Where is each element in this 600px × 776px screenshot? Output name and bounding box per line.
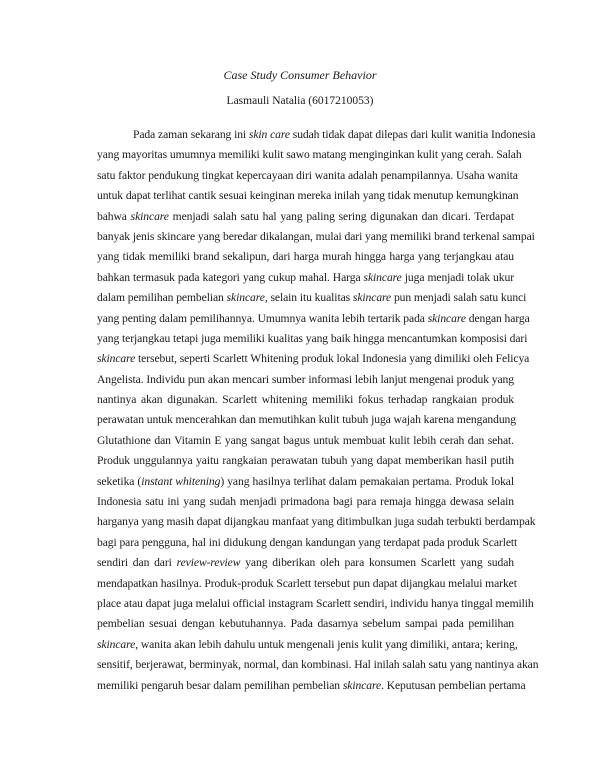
text-segment: bahkan termasuk pada kategori yang cukup mahal. Harga	[97, 270, 364, 284]
text-line	[97, 207, 514, 227]
text-segment: banyak jenis skincare yang beredar dikalangan, mulai dari yang memiliki brand terkenal sampai	[97, 229, 535, 243]
text-segment: dengan harga	[465, 311, 530, 325]
italic-term: skincare	[363, 270, 402, 284]
text-line	[97, 431, 514, 451]
text-line	[97, 227, 535, 247]
text-segment: yang mayoritas umumnya memiliki kulit sawo matang menginginkan kulit yang cerah. Salah	[97, 148, 522, 162]
italic-term: instant whitening	[141, 474, 221, 488]
body-paragraph	[97, 125, 539, 696]
text-line	[97, 247, 514, 267]
italic-term: skincare	[97, 637, 136, 651]
text-segment: . Keputusan pembelian pertama	[381, 678, 526, 692]
text-segment: yang tidak memiliki brand sekalipun, dari harga murah hingga harga yang terjangkau atau	[97, 250, 514, 264]
text-segment: Produk unggulannya yaitu rangkaian perawatan tubuh yang dapat memberikan hasil putih	[97, 454, 514, 468]
text-segment: bahwa	[97, 209, 131, 223]
text-line	[97, 635, 518, 655]
text-segment: nantinya akan digunakan. Scarlett whitening memiliki fokus terhadap rangkaian produk	[97, 393, 514, 407]
text-segment: perawatan untuk mencerahkan dan memutihkan kulit tubuh juga wajah karena mengandung	[97, 413, 516, 427]
text-line	[97, 166, 518, 186]
text-segment: memiliki pengaruh besar dalam pemilihan pembelian	[97, 678, 343, 692]
text-segment: place atau dapat juga melalui official instagram Scarlett sendiri, individu hanya tinggal memilih	[97, 596, 534, 610]
text-line	[97, 370, 514, 390]
text-segment: Indonesia satu ini yang sudah menjadi primadona bagi para remaja hingga dewasa selain	[97, 495, 514, 509]
italic-term: review-review	[176, 556, 241, 570]
text-line	[97, 186, 519, 206]
text-line	[97, 410, 514, 430]
text-line	[97, 329, 528, 349]
text-segment: yang penting dalam pemilihannya. Umumnya wanita lebih tertarik pada	[97, 311, 428, 325]
text-line	[97, 145, 522, 165]
italic-term: skincare	[342, 678, 382, 692]
text-segment: mendapatkan hasilnya. Produk-produk Scarlett tersebut pun dapat dijangkau melalui market	[97, 576, 517, 590]
document-author: Lasmauli Natalia (6017210053)	[226, 95, 374, 107]
text-segment: pembelian sesuai dengan kebutuhannya. Pada dasarnya sebelum sampai pada pemilihan	[97, 617, 514, 631]
text-line	[97, 288, 527, 308]
text-line	[97, 614, 514, 634]
text-segment: harganya yang masih dapat dijangkau manfaat yang ditimbulkan juga sudah terbukti berdampak	[97, 515, 536, 529]
text-segment: ) yang hasilnya terlihat dalam pemakaian pertama. Produk lokal	[220, 474, 514, 488]
italic-term: skincare	[130, 209, 169, 223]
text-line	[97, 472, 514, 492]
text-segment: pun menjadi salah satu kunci	[391, 291, 527, 305]
text-segment: Glutathione dan Vitamin E yang sangat bagus untuk membuat kulit lebih cerah dan sehat.	[97, 433, 514, 447]
text-segment: , selain itu kualitas	[264, 291, 353, 305]
text-line	[97, 451, 514, 471]
text-line	[97, 512, 536, 532]
italic-term: skincare	[97, 352, 136, 366]
text-segment: Pada zaman sekarang ini	[133, 128, 249, 141]
text-line	[97, 574, 517, 594]
text-segment: tersebut, seperti Scarlett Whitening produk lokal Indonesia yang dimiliki oleh Felicya	[135, 352, 530, 366]
text-segment: sensitif, berjerawat, berminyak, normal, dan kombinasi. Hal inilah salah satu yang nantinya akan	[97, 658, 539, 672]
italic-term: skincare	[352, 291, 392, 305]
text-segment: seketika (	[97, 474, 142, 488]
text-line	[97, 655, 539, 675]
text-line	[97, 268, 514, 288]
text-line	[97, 594, 534, 614]
text-line	[97, 349, 530, 369]
text-line	[97, 390, 514, 410]
text-segment: sendiri dan dari	[97, 556, 177, 570]
document-title: Case Study Consumer Behavior	[223, 68, 377, 82]
italic-term: skin care	[248, 128, 290, 141]
text-line	[97, 533, 518, 553]
text-segment: dalam pemilihan pembelian	[97, 291, 227, 305]
text-line	[97, 125, 536, 145]
text-line	[97, 676, 526, 696]
text-line	[97, 492, 514, 512]
text-segment: menjadi salah satu hal yang paling sering digunakan dan dicari. Terdapat	[168, 209, 514, 223]
text-segment: bagi para pengguna, hal ini didukung dengan kandungan yang terdapat pada produk Scarlett	[97, 535, 518, 549]
text-segment: untuk dapat terlihat cantik sesuai keinginan mereka inilah yang tidak menutup kemungkinan	[97, 189, 519, 203]
text-segment: yang terjangkau tetapi juga memiliki kualitas yang baik hingga mencantumkan komposisi dari	[97, 331, 528, 345]
text-line	[97, 309, 530, 329]
text-line	[97, 553, 514, 573]
text-segment: , wanita akan lebih dahulu untuk mengenali jenis kulit yang dimiliki, antara; kering,	[135, 637, 518, 651]
text-segment: yang diberikan oleh para konsumen Scarlett yang sudah	[240, 556, 514, 570]
text-segment: Angelista. Individu pun akan mencari sumber informasi lebih lanjut mengenai produk yang	[97, 372, 514, 386]
text-segment: juga menjadi tolak ukur	[401, 270, 514, 284]
text-segment: sudah tidak dapat dilepas dari kulit wanitia Indonesia	[289, 128, 536, 141]
italic-term: skincare	[427, 311, 466, 325]
italic-term: skincare	[226, 291, 265, 305]
text-segment: satu faktor pendukung tingkat kepercayaan diri wanita adalah penampilannya. Usaha wanita	[97, 168, 518, 182]
